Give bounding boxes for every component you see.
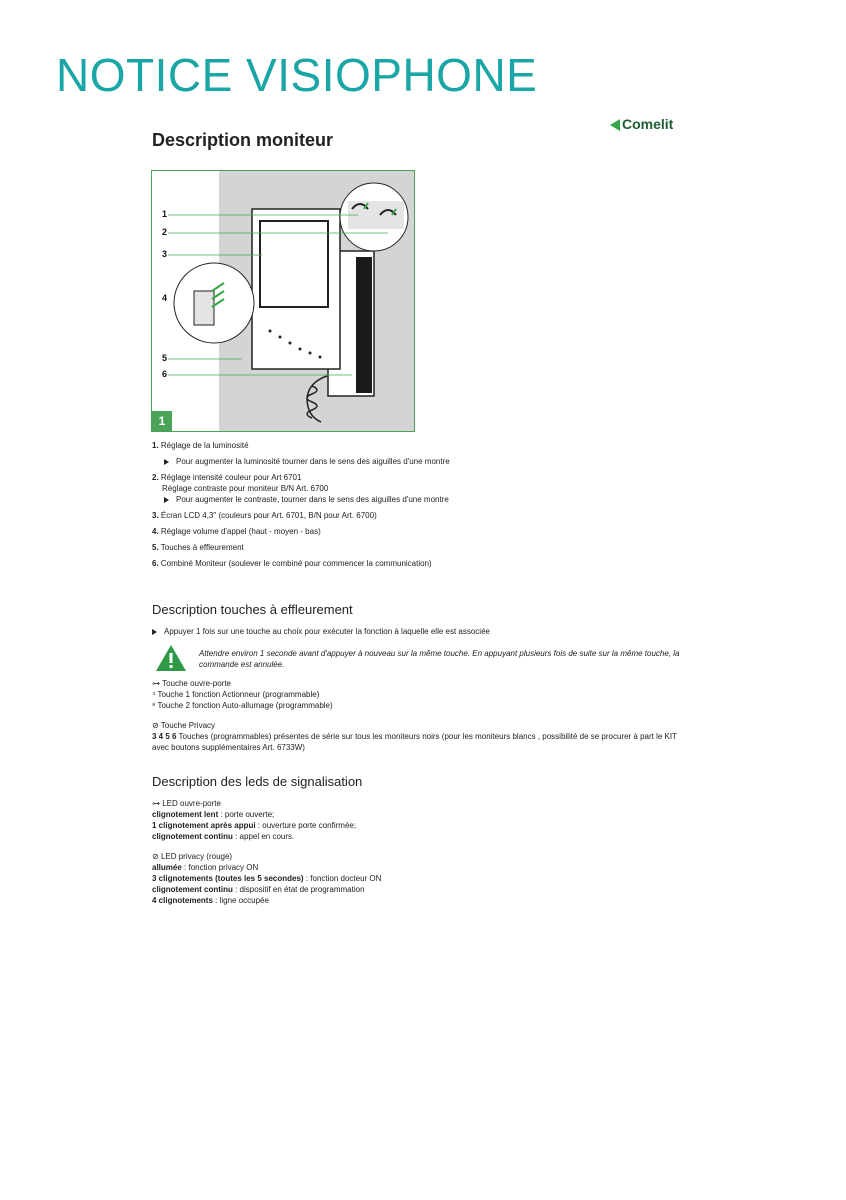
programmable-keys-icons: 3 4 5 6	[152, 732, 177, 741]
monitor-description-list	[152, 440, 712, 569]
monitor-figure	[151, 170, 415, 432]
callout-5: 5	[162, 353, 168, 363]
list-item	[152, 809, 692, 820]
arrow-icon	[164, 497, 169, 503]
led-title	[152, 851, 692, 862]
handset-side	[356, 257, 372, 393]
item-text: Touche ouvre-porte	[162, 679, 232, 688]
privacy-icon: ⊘	[152, 852, 159, 861]
brand-logo	[610, 116, 673, 132]
item-number: 6.	[152, 559, 159, 568]
item-text: : appel en cours.	[232, 832, 295, 841]
item-number: 2.	[152, 473, 159, 482]
item-text: : ouverture porte confirmée;	[255, 821, 357, 830]
callout-1: 1	[162, 209, 168, 219]
item-text: Réglage intensité couleur pour Art 6701	[160, 473, 302, 482]
handset-cord	[307, 376, 327, 422]
item-text: Réglage contraste pour moniteur B/N Art. 6700	[162, 484, 329, 493]
led-door-block	[152, 798, 692, 842]
list-item	[152, 542, 712, 553]
figure-number: 1	[152, 411, 172, 431]
list-item	[152, 678, 692, 689]
callout-2: 2	[162, 227, 168, 237]
list-item	[152, 720, 692, 731]
item-text: Touche Privacy	[160, 721, 216, 730]
list-item	[152, 831, 692, 842]
item-text: Pour augmenter la luminosité tourner dans le sens des aiguilles d'une montre	[176, 457, 450, 466]
item-text: : dispositif en état de programmation	[232, 885, 365, 894]
item-bold: clignotement continu	[152, 885, 233, 894]
led-title	[152, 798, 692, 809]
item-text: Combiné Moniteur (soulever le combiné pour commencer la communication)	[160, 559, 432, 568]
comelit-logo-icon	[610, 119, 620, 131]
item-text: Réglage volume d'appel (haut - moyen - bas)	[160, 527, 321, 536]
warning-icon	[155, 644, 187, 672]
list-item	[152, 483, 712, 494]
item-number: 1.	[152, 441, 159, 450]
callout-4: 4	[162, 293, 168, 303]
item-bold: 1 clignotement après appui	[152, 821, 256, 830]
led-privacy-block	[152, 851, 692, 906]
bullet-text: Appuyer 1 fois sur une touche au choix pour exécuter la fonction à laquelle elle est associée	[164, 627, 490, 636]
item-text: LED ouvre-porte	[162, 799, 221, 808]
item-text: Touches (programmables) présentes de série sur tous les moniteurs noirs (pour les moniteurs blancs , possibilité de se procurer à part le KIT avec boutons supplémentaires Art. 6733W)	[152, 732, 677, 752]
list-item	[152, 884, 692, 895]
touch-keys-list	[152, 678, 692, 711]
section-heading-touch-keys: Description touches à effleurement	[152, 602, 353, 617]
monitor-illustration	[152, 171, 414, 431]
item-bold: allumée	[152, 863, 182, 872]
list-item	[152, 510, 712, 521]
item-bold: 4 clignotements	[152, 896, 213, 905]
list-item	[152, 700, 692, 711]
volume-slider	[194, 291, 214, 325]
monitor-screen	[260, 221, 328, 307]
item-text: Touche 2 fonction Auto-allumage (programmable)	[157, 701, 333, 710]
list-item	[152, 456, 712, 467]
privacy-icon: ⊘	[152, 721, 159, 730]
item-text: Pour augmenter le contraste, tourner dans le sens des aiguilles d'une montre	[176, 495, 449, 504]
arrow-icon	[164, 459, 169, 465]
item-bold: clignotement continu	[152, 832, 233, 841]
key-icon: ⊶	[152, 679, 160, 688]
item-number: 4.	[152, 527, 159, 536]
section-heading-leds: Description des leds de signalisation	[152, 774, 363, 789]
warning-text: Attendre environ 1 seconde avant d'appuyer à nouveau sur la même touche. En appuyant plusieurs fois de suite sur la même touche, la commande est annulée.	[199, 649, 680, 669]
item-number: 5.	[152, 543, 159, 552]
callout-3: 3	[162, 249, 168, 259]
item-bold: clignotement lent	[152, 810, 219, 819]
key-1-icon: ⁴	[152, 690, 156, 699]
list-item	[152, 862, 692, 873]
item-text: : fonction docteur ON	[303, 874, 382, 883]
arrow-icon	[152, 629, 157, 635]
item-bold: 3 clignotements (toutes les 5 secondes)	[152, 874, 304, 883]
item-text: Touche 1 fonction Actionneur (programmable)	[157, 690, 320, 699]
item-text: : ligne occupée	[212, 896, 269, 905]
list-item	[152, 820, 692, 831]
item-text: : porte ouverte;	[218, 810, 275, 819]
item-number: 3.	[152, 511, 159, 520]
list-item	[152, 873, 692, 884]
brand-logo-text: Comelit	[622, 116, 674, 132]
list-item	[152, 494, 712, 505]
item-text: Réglage de la luminosité	[160, 441, 249, 450]
list-item	[152, 895, 692, 906]
page-title: NOTICE VISIOPHONE	[56, 49, 538, 101]
section-heading-monitor: Description moniteur	[152, 130, 334, 150]
privacy-key-block	[152, 720, 692, 753]
key-2-icon: ⁸	[152, 701, 156, 710]
list-item	[152, 526, 712, 537]
key-icon: ⊶	[152, 799, 160, 808]
list-item	[152, 440, 712, 451]
touch-keys-bullet	[152, 626, 490, 637]
item-text: Touches à effleurement	[160, 543, 244, 552]
callout-6: 6	[162, 369, 168, 379]
list-item	[152, 472, 712, 483]
list-item	[152, 689, 692, 700]
item-text: : fonction privacy ON	[181, 863, 259, 872]
list-item	[152, 558, 712, 569]
item-text: Écran LCD 4,3" (couleurs pour Art. 6701, B/N pour Art. 6700)	[160, 511, 377, 520]
programmable-keys-text	[152, 731, 692, 753]
item-text: LED privacy (rouge)	[160, 852, 233, 861]
